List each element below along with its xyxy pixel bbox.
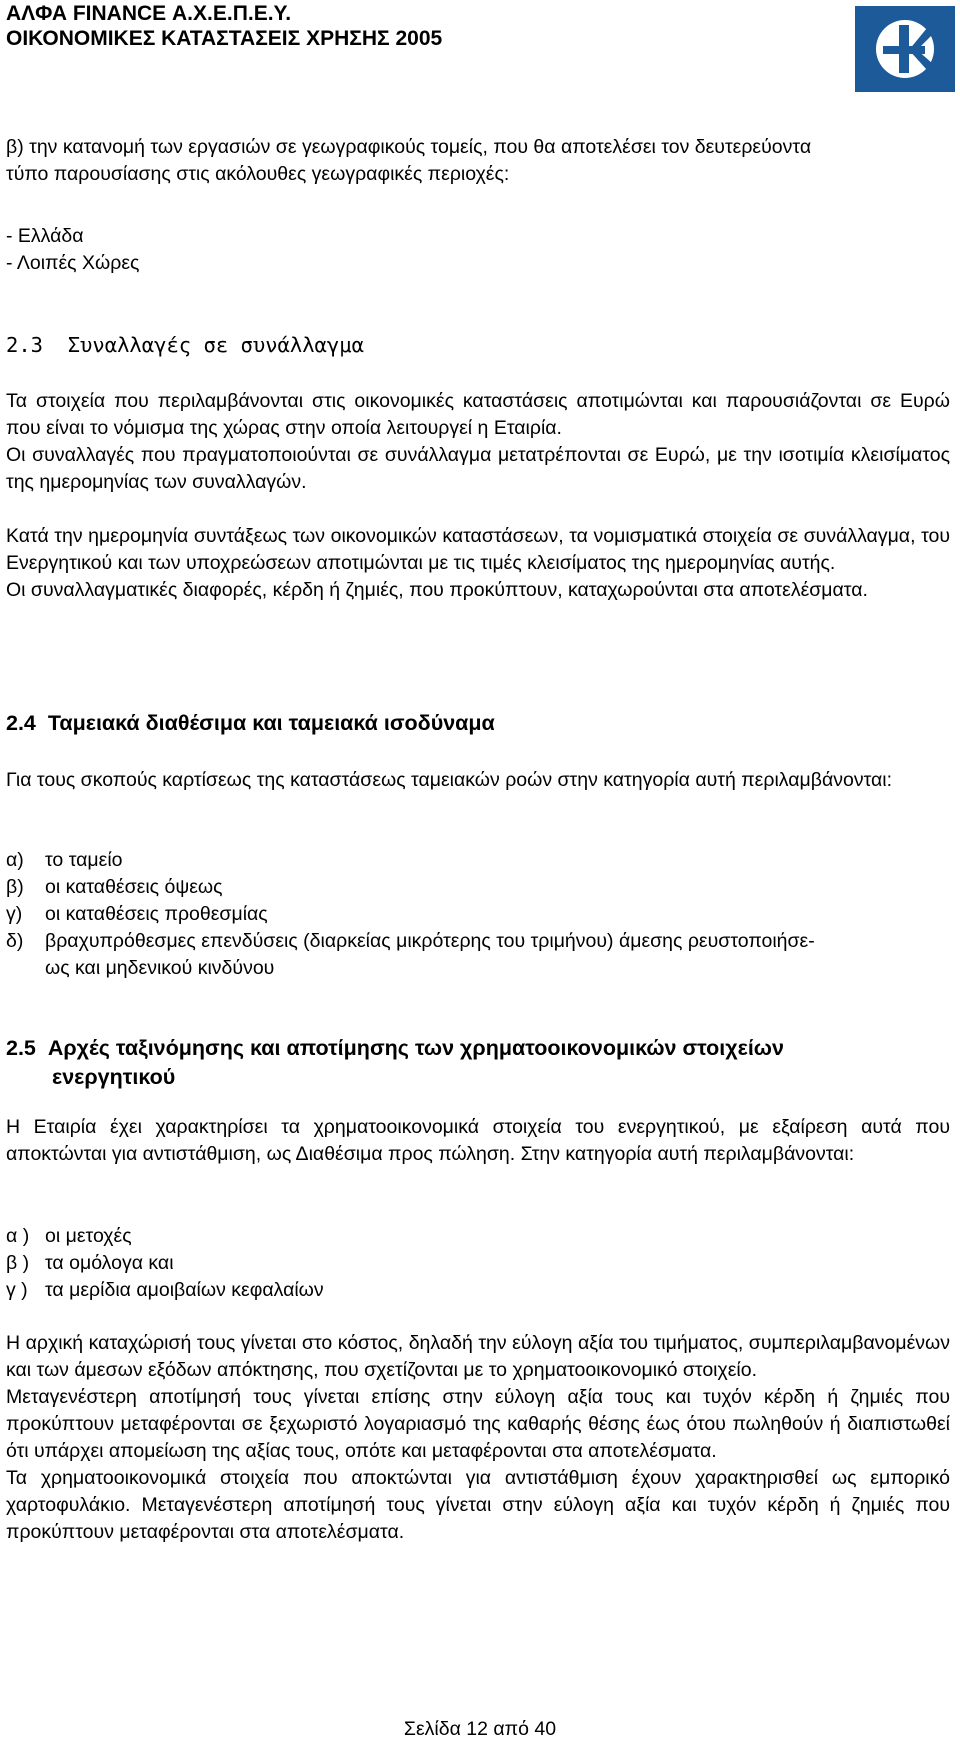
item-label: β ) (6, 1252, 30, 1274)
item-label: α) (6, 849, 24, 871)
section-title-continued: ενεργητικού (52, 1065, 176, 1089)
regions-list (6, 223, 950, 277)
paragraph: Τα στοιχεία που περιλαμβάνονται στις οικονομικές καταστάσεις αποτιμώνται και παρουσιάζονται σε Ευρώ που είναι το νόμισμα της χώρας στην οποία λειτουργεί η Εταιρία. (6, 390, 950, 439)
paragraph: Κατά την ημερομηνία συντάξεως των οικονομικών καταστάσεων, τα νομισματικά στοιχεία σε συνάλλαγμα, του Ενεργητικού και των υποχρεώσεων αποτιμώνται με τις τιμές κλεισίματος της ημερομηνίας αυτής. (6, 525, 950, 574)
section-number: 2.5 (6, 1036, 36, 1060)
item-label: α ) (6, 1225, 30, 1247)
section-number: 2.3 (6, 333, 44, 357)
list-item (6, 1250, 950, 1277)
item-text: οι καταθέσεις προθεσμίας (45, 903, 268, 925)
section-title: Αρχές ταξινόμησης και αποτίμησης των χρηματοοικονομικών στοιχείων (47, 1036, 784, 1060)
list-item (6, 928, 950, 955)
section-2-4-heading (6, 711, 495, 736)
section-2-5-body (6, 1330, 950, 1546)
item-label: β) (6, 876, 24, 898)
list-item-continuation (6, 955, 950, 982)
paragraph: Οι συναλλαγές που πραγματοποιούνται σε συνάλλαγμα μετατρέπονται σε Ευρώ, με την ισοτιμία κλεισίματος της ημερομηνίας των συναλλαγών. (6, 444, 950, 493)
item-text: βραχυπρόθεσμες επενδύσεις (διαρκείας μικρότερης του τριμήνου) άμεσης ρευστοποιήσε- (45, 930, 815, 952)
section-title: Συναλλαγές σε συνάλλαγμα (67, 333, 364, 357)
intro-line: τύπο παρουσίασης στις ακόλουθες γεωγραφικές περιοχές: (6, 163, 510, 185)
section-title: Ταμειακά διαθέσιμα και ταμειακά ισοδύναμα (47, 711, 495, 735)
cash-items-list (6, 847, 950, 982)
item-text: οι μετοχές (45, 1225, 132, 1247)
region-item: - Λοιπές Χώρες (6, 252, 140, 274)
list-item (6, 1277, 950, 1304)
item-label: γ ) (6, 1279, 28, 1301)
section-number: 2.4 (6, 711, 36, 735)
region-item: - Ελλάδα (6, 225, 84, 247)
item-text: οι καταθέσεις όψεως (45, 876, 223, 898)
financial-items-list (6, 1223, 950, 1304)
section-2-5-heading (6, 1034, 784, 1092)
list-item (6, 1223, 950, 1250)
item-label: δ) (6, 930, 24, 952)
item-text: τα μερίδια αμοιβαίων κεφαλαίων (45, 1279, 324, 1301)
item-label: γ) (6, 903, 23, 925)
company-name: ΑΛΦΑ FINANCE Α.Χ.Ε.Π.Ε.Υ. (6, 2, 292, 25)
list-item (6, 847, 950, 874)
paragraph: Για τους σκοπούς καρτίσεως της καταστάσεως ταμειακών ροών στην κατηγορία αυτή περιλαμβάνονται: (6, 769, 893, 791)
section-2-3-body (6, 388, 950, 496)
paragraph: Τα χρηματοοικονομικά στοιχεία που αποκτώνται για αντιστάθμιση έχουν χαρακτηρισθεί ως εμπορικό χαρτοφυλάκιο. Μεταγενέστερη αποτίμησή τους γίνεται στην εύλογη αξία και τυχόν κέρδη ή ζημιές που προκύπτουν μεταφέρονται στα αποτελέσματα. (6, 1467, 950, 1543)
paragraph: Η Εταιρία έχει χαρακτηρίσει τα χρηματοοικονομικά στοιχεία του ενεργητικού, με εξαίρεση αυτά που αποκτώνται για αντιστάθμιση, ως Διαθέσιμα προς πώληση. Στην κατηγορία αυτή περιλαμβάνονται: (6, 1116, 950, 1165)
list-item (6, 901, 950, 928)
list-item (6, 874, 950, 901)
section-2-5-intro (6, 1114, 950, 1168)
page-number: Σελίδα 12 από 40 (403, 1718, 557, 1740)
intro-paragraph (6, 134, 950, 188)
alpha-bank-logo-icon (855, 6, 955, 92)
paragraph: Οι συναλλαγματικές διαφορές, κέρδη ή ζημιές, που προκύπτουν, καταχωρούνται στα αποτελέσματα. (6, 579, 868, 601)
intro-line: β) την κατανομή των εργασιών σε γεωγραφικούς τομείς, που θα αποτελέσει τον δευτερεύοντα (6, 136, 812, 158)
item-text: τα ομόλογα και (45, 1252, 174, 1274)
section-2-3-body-2 (6, 523, 950, 604)
section-2-3-heading (6, 333, 364, 357)
item-text: ως και μηδενικού κινδύνου (45, 957, 275, 979)
item-text: το ταμείο (45, 849, 123, 871)
paragraph: Η αρχική καταχώρισή τους γίνεται στο κόστος, δηλαδή την εύλογη αξία του τιμήματος, συμπεριλαμβανομένων και των άμεσων εξόδων απόκτησης, που σχετίζονται με το χρηματοοικονομικό στοιχείο. (6, 1332, 950, 1381)
statement-title: ΟΙΚΟΝΟΜΙΚΕΣ ΚΑΤΑΣΤΑΣΕΙΣ ΧΡΗΣΗΣ 2005 (6, 27, 443, 50)
section-2-4-intro (6, 767, 950, 794)
paragraph: Μεταγενέστερη αποτίμησή τους γίνεται επίσης στην εύλογη αξία τους και τυχόν κέρδη ή ζημιές που προκύπτουν μεταφέρονται σε ξεχωριστό λογαριασμό της καθαρής θέσης έως ότου πωληθούν ή διαπιστωθεί ότι υπάρχει απομείωση της αξίας τους, οπότε και μεταφέρονται στα αποτελέσματα. (6, 1386, 950, 1462)
